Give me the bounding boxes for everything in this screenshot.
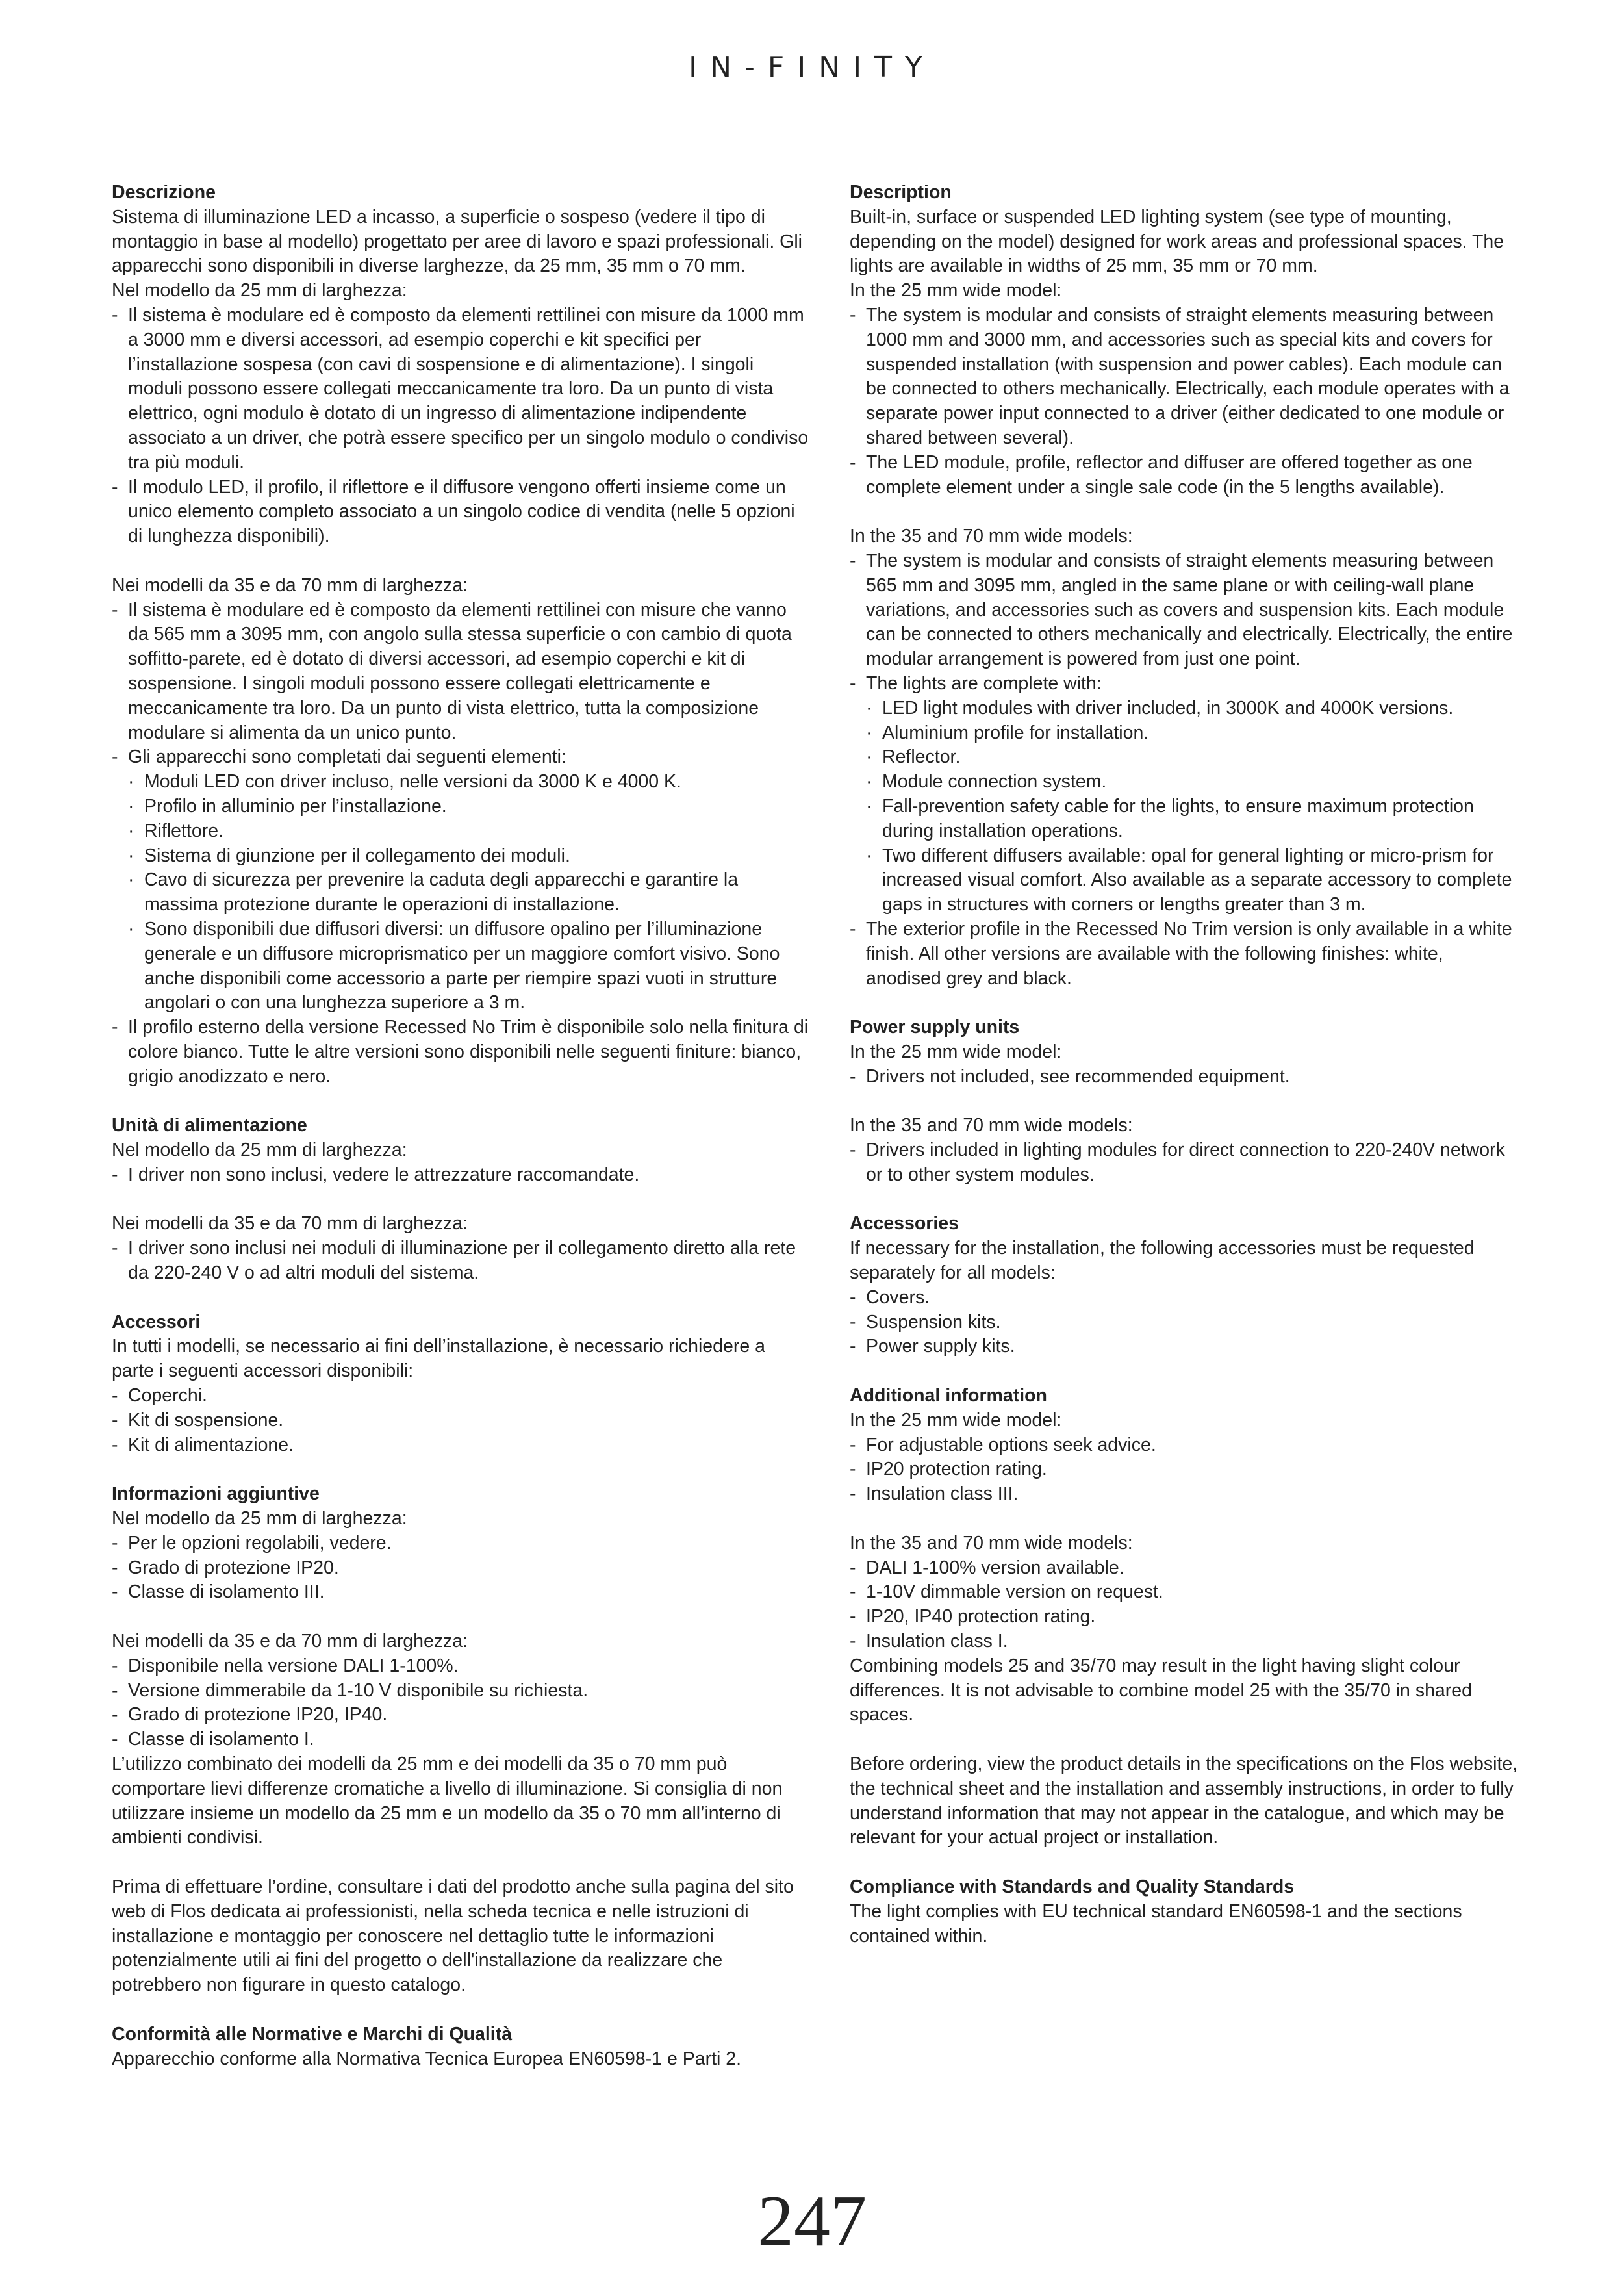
- paragraph: L’utilizzo combinato dei modelli da 25 mm e dei modelli da 35 o 70 mm può comportare lievi differenze cromatiche a livello di illuminazione. Si consiglia di non utilizzare insieme un modello da 25 mm e un modello da 35 o 70 mm all’interno di ambienti condivisi.: [112, 1754, 783, 1848]
- list-item: - Insulation class I.: [850, 1629, 1519, 1654]
- sub-list-item: · Sono disponibili due diffusori diversi: un diffusore opalino per l’illuminazione generale e un diffusore microprismatico per un maggiore comfort visivo. Sono anche disponibili come accessorio a parte per riempire spazi vuoti in strutture angolari o con una lunghezza superiore a 3 m.: [112, 917, 810, 1016]
- section-heading-accessories: Accessories: [850, 1213, 959, 1234]
- paragraph: Prima di effettuare l’ordine, consultare i dati del prodotto anche sulla pagina del sito web di Flos dedicata ai professionisti, nella scheda tecnica e nelle istruzioni di installazione e montaggio per conoscere nel dettaglio tutte le informazioni potenzialmente utili ai fini del progetto o dell'installazione da realizzare che potrebbero non figurare in questo catalogo.: [112, 1876, 794, 1996]
- section-heading-additional-info: Additional information: [850, 1385, 1047, 1407]
- list-item: - IP20, IP40 protection rating.: [850, 1605, 1519, 1629]
- model-label: Nei modelli da 35 e da 70 mm di larghezza:: [112, 1213, 468, 1234]
- list-item: - Kit di sospensione.: [112, 1409, 810, 1433]
- model-label: Nel modello da 25 mm di larghezza:: [112, 1140, 407, 1161]
- sub-list-item: · Module connection system.: [850, 770, 1519, 795]
- list-item: - I driver non sono inclusi, vedere le attrezzature raccomandate.: [112, 1163, 810, 1188]
- paragraph: If necessary for the installation, the following accessories must be requested separately for all models:: [850, 1238, 1475, 1284]
- model-label: Nei modelli da 35 e da 70 mm di larghezza:: [112, 1631, 468, 1652]
- list-item: - Gli apparecchi sono completati dai seguenti elementi:: [112, 745, 810, 770]
- list-item: - DALI 1-100% version available.: [850, 1556, 1519, 1581]
- list-item: - Drivers included in lighting modules for direct connection to 220-240V network or to other system modules.: [850, 1138, 1519, 1188]
- model-label: In the 25 mm wide model:: [850, 280, 1062, 301]
- list-item: - The system is modular and consists of straight elements measuring between 565 mm and 3095 mm, angled in the same plane or with ceiling-wall plane variations, and accessories such as covers and suspension kits. Each module can be connected to others mechanically and electrically. Electrically, the entire modular arrangement is powered from just one point.: [850, 549, 1519, 672]
- list-item: - IP20 protection rating.: [850, 1457, 1519, 1482]
- model-label: In the 35 and 70 mm wide models:: [850, 1532, 1133, 1553]
- paragraph: Before ordering, view the product details in the specifications on the Flos website, the technical sheet and the installation and assembly instructions, in order to fully understand information that may not appear in the catalogue, and which may be relevant for your actual project or installation.: [850, 1754, 1518, 1848]
- list-item: - Classe di isolamento III.: [112, 1580, 810, 1605]
- section-heading-description: Description: [850, 182, 952, 203]
- brand-title: IN-FINITY: [689, 51, 935, 84]
- sub-list-item: · Reflector.: [850, 745, 1519, 770]
- sub-list-item: · Aluminium profile for installation.: [850, 721, 1519, 746]
- list-item: - The exterior profile in the Recessed No Trim version is only available in a white finish. All other versions are available with the following finishes: white, anodised grey and black.: [850, 917, 1519, 991]
- list-item: - Il sistema è modulare ed è composto da elementi rettilinei con misure che vanno da 565 mm a 3095 mm, con angolo sulla stessa superficie o con cambio di quota soffitto-parete, ed è dotato di diversi accessori, ad esempio coperchi e kit di sospensione. I singoli moduli possono essere collegati elettricamente e meccanicamente tra loro. Da un punto di vista elettrico, tutta la composizione modulare si alimenta da un unico punto.: [112, 598, 810, 746]
- english-column: [850, 181, 1519, 1948]
- list-item: - Grado di protezione IP20.: [112, 1556, 810, 1581]
- list-item: - Classe di isolamento I.: [112, 1728, 810, 1752]
- model-label: In the 25 mm wide model:: [850, 1409, 1062, 1431]
- list-item: - For adjustable options seek advice.: [850, 1433, 1519, 1458]
- list-item: - The system is modular and consists of straight elements measuring between 1000 mm and 3000 mm, and accessories such as special kits and covers for suspended installation (with suspension and power cables). Each module can be connected to others mechanically. Electrically, each module operates with a separate power input connected to a driver (either dedicated to one module or shared between several).: [850, 303, 1519, 451]
- list-item: - Suspension kits.: [850, 1310, 1519, 1335]
- section-heading-power: Power supply units: [850, 1017, 1020, 1038]
- list-item: - Il sistema è modulare ed è composto da elementi rettilinei con misure da 1000 mm a 3000 mm e diversi accessori, ad esempio coperchi e kit specifici per l’installazione sospesa (con cavi di sospensione e di alimentazione). I singoli moduli possono essere collegati meccanicamente tra loro. Da un punto di vista elettrico, ogni modulo è dotato di un ingresso di alimentazione indipendente associato a un driver, che potrà essere specifico per un singolo modulo o condiviso tra più moduli.: [112, 303, 810, 476]
- list-item: - Coperchi.: [112, 1384, 810, 1409]
- sub-list-item: · Two different diffusers available: opal for general lighting or micro-prism for increased visual comfort. Also available as a separate accessory to complete gaps in structures with corners or lengths greater than 3 m.: [850, 844, 1519, 917]
- section-heading-descrizione: Descrizione: [112, 182, 216, 203]
- list-item: - Kit di alimentazione.: [112, 1433, 810, 1458]
- list-item: - I driver sono inclusi nei moduli di illuminazione per il collegamento diretto alla rete da 220-240 V o ad altri moduli del sistema.: [112, 1236, 810, 1286]
- model-label: In the 35 and 70 mm wide models:: [850, 1115, 1133, 1136]
- sub-list-item: · Sistema di giunzione per il collegamento dei moduli.: [112, 844, 810, 869]
- paragraph: Sistema di illuminazione LED a incasso, a superficie o sospeso (vedere il tipo di montaggio in base al modello) progettato per aree di lavoro e spazi professionali. Gli apparecchi sono disponibili in diverse larghezze, da 25 mm, 35 mm o 70 mm.: [112, 206, 803, 277]
- list-item: - Power supply kits.: [850, 1335, 1519, 1359]
- model-label: Nei modelli da 35 e da 70 mm di larghezza:: [112, 574, 468, 596]
- list-item: - Grado di protezione IP20, IP40.: [112, 1703, 810, 1728]
- list-item: - The LED module, profile, reflector and diffuser are offered together as one complete element under a single sale code (in the 5 lengths available).: [850, 451, 1519, 500]
- sub-list-item: · Moduli LED con driver incluso, nelle versioni da 3000 K e 4000 K.: [112, 770, 810, 795]
- sub-list-item: · Riflettore.: [112, 819, 810, 844]
- section-heading-info: Informazioni aggiuntive: [112, 1483, 320, 1505]
- model-label: Nel modello da 25 mm di larghezza:: [112, 280, 407, 301]
- list-item: - Drivers not included, see recommended equipment.: [850, 1065, 1519, 1090]
- paragraph: Combining models 25 and 35/70 may result in the light having slight colour differences. It is not advisable to combine model 25 with the 35/70 in shared spaces.: [850, 1655, 1472, 1726]
- list-item: - Disponibile nella versione DALI 1-100%.: [112, 1654, 810, 1679]
- paragraph: The light complies with EU technical standard EN60598-1 and the sections contained within.: [850, 1900, 1462, 1947]
- list-item: - Versione dimmerabile da 1-10 V disponibile su richiesta.: [112, 1679, 810, 1704]
- paragraph: Built-in, surface or suspended LED lighting system (see type of mounting, depending on the model) designed for work areas and professional spaces. The lights are available in widths of 25 mm, 35 mm or 70 mm.: [850, 206, 1504, 277]
- list-item: - Covers.: [850, 1286, 1519, 1310]
- list-item: - Il modulo LED, il profilo, il riflettore e il diffusore vengono offerti insieme come un unico elemento completo associato a un singolo codice di vendita (nelle 5 opzioni di lunghezza disponibili).: [112, 476, 810, 549]
- sub-list-item: · LED light modules with driver included, in 3000K and 4000K versions.: [850, 696, 1519, 721]
- model-label: Nel modello da 25 mm di larghezza:: [112, 1508, 407, 1529]
- section-heading-conformita: Conformità alle Normative e Marchi di Qualità: [112, 2023, 513, 2045]
- list-item: - Il profilo esterno della versione Recessed No Trim è disponibile solo nella finitura di colore bianco. Tutte le altre versioni sono disponibili nelle seguenti finiture: bianco, grigio anodizzato e nero.: [112, 1016, 810, 1089]
- paragraph: In tutti i modelli, se necessario ai fini dell’installazione, è necessario richiedere a parte i seguenti accessori disponibili:: [112, 1336, 765, 1382]
- section-heading-alimentazione: Unità di alimentazione: [112, 1115, 307, 1136]
- sub-list-item: · Profilo in alluminio per l’installazione.: [112, 795, 810, 819]
- model-label: In the 25 mm wide model:: [850, 1041, 1062, 1062]
- page-number: 247: [757, 2181, 867, 2262]
- sub-list-item: · Fall-prevention safety cable for the lights, to ensure maximum protection during installation operations.: [850, 795, 1519, 844]
- paragraph: Apparecchio conforme alla Normativa Tecnica Europea EN60598-1 e Parti 2.: [112, 2048, 741, 2069]
- model-label: In the 35 and 70 mm wide models:: [850, 526, 1133, 547]
- section-heading-accessori: Accessori: [112, 1311, 201, 1333]
- list-item: - The lights are complete with:: [850, 672, 1519, 696]
- section-heading-compliance: Compliance with Standards and Quality Standards: [850, 1876, 1295, 1897]
- italian-column: [112, 181, 810, 2071]
- sub-list-item: · Cavo di sicurezza per prevenire la caduta degli apparecchi e garantire la massima protezione durante le operazioni di installazione.: [112, 868, 810, 917]
- list-item: - Per le opzioni regolabili, vedere.: [112, 1531, 810, 1556]
- list-item: - Insulation class III.: [850, 1482, 1519, 1507]
- list-item: - 1-10V dimmable version on request.: [850, 1580, 1519, 1605]
